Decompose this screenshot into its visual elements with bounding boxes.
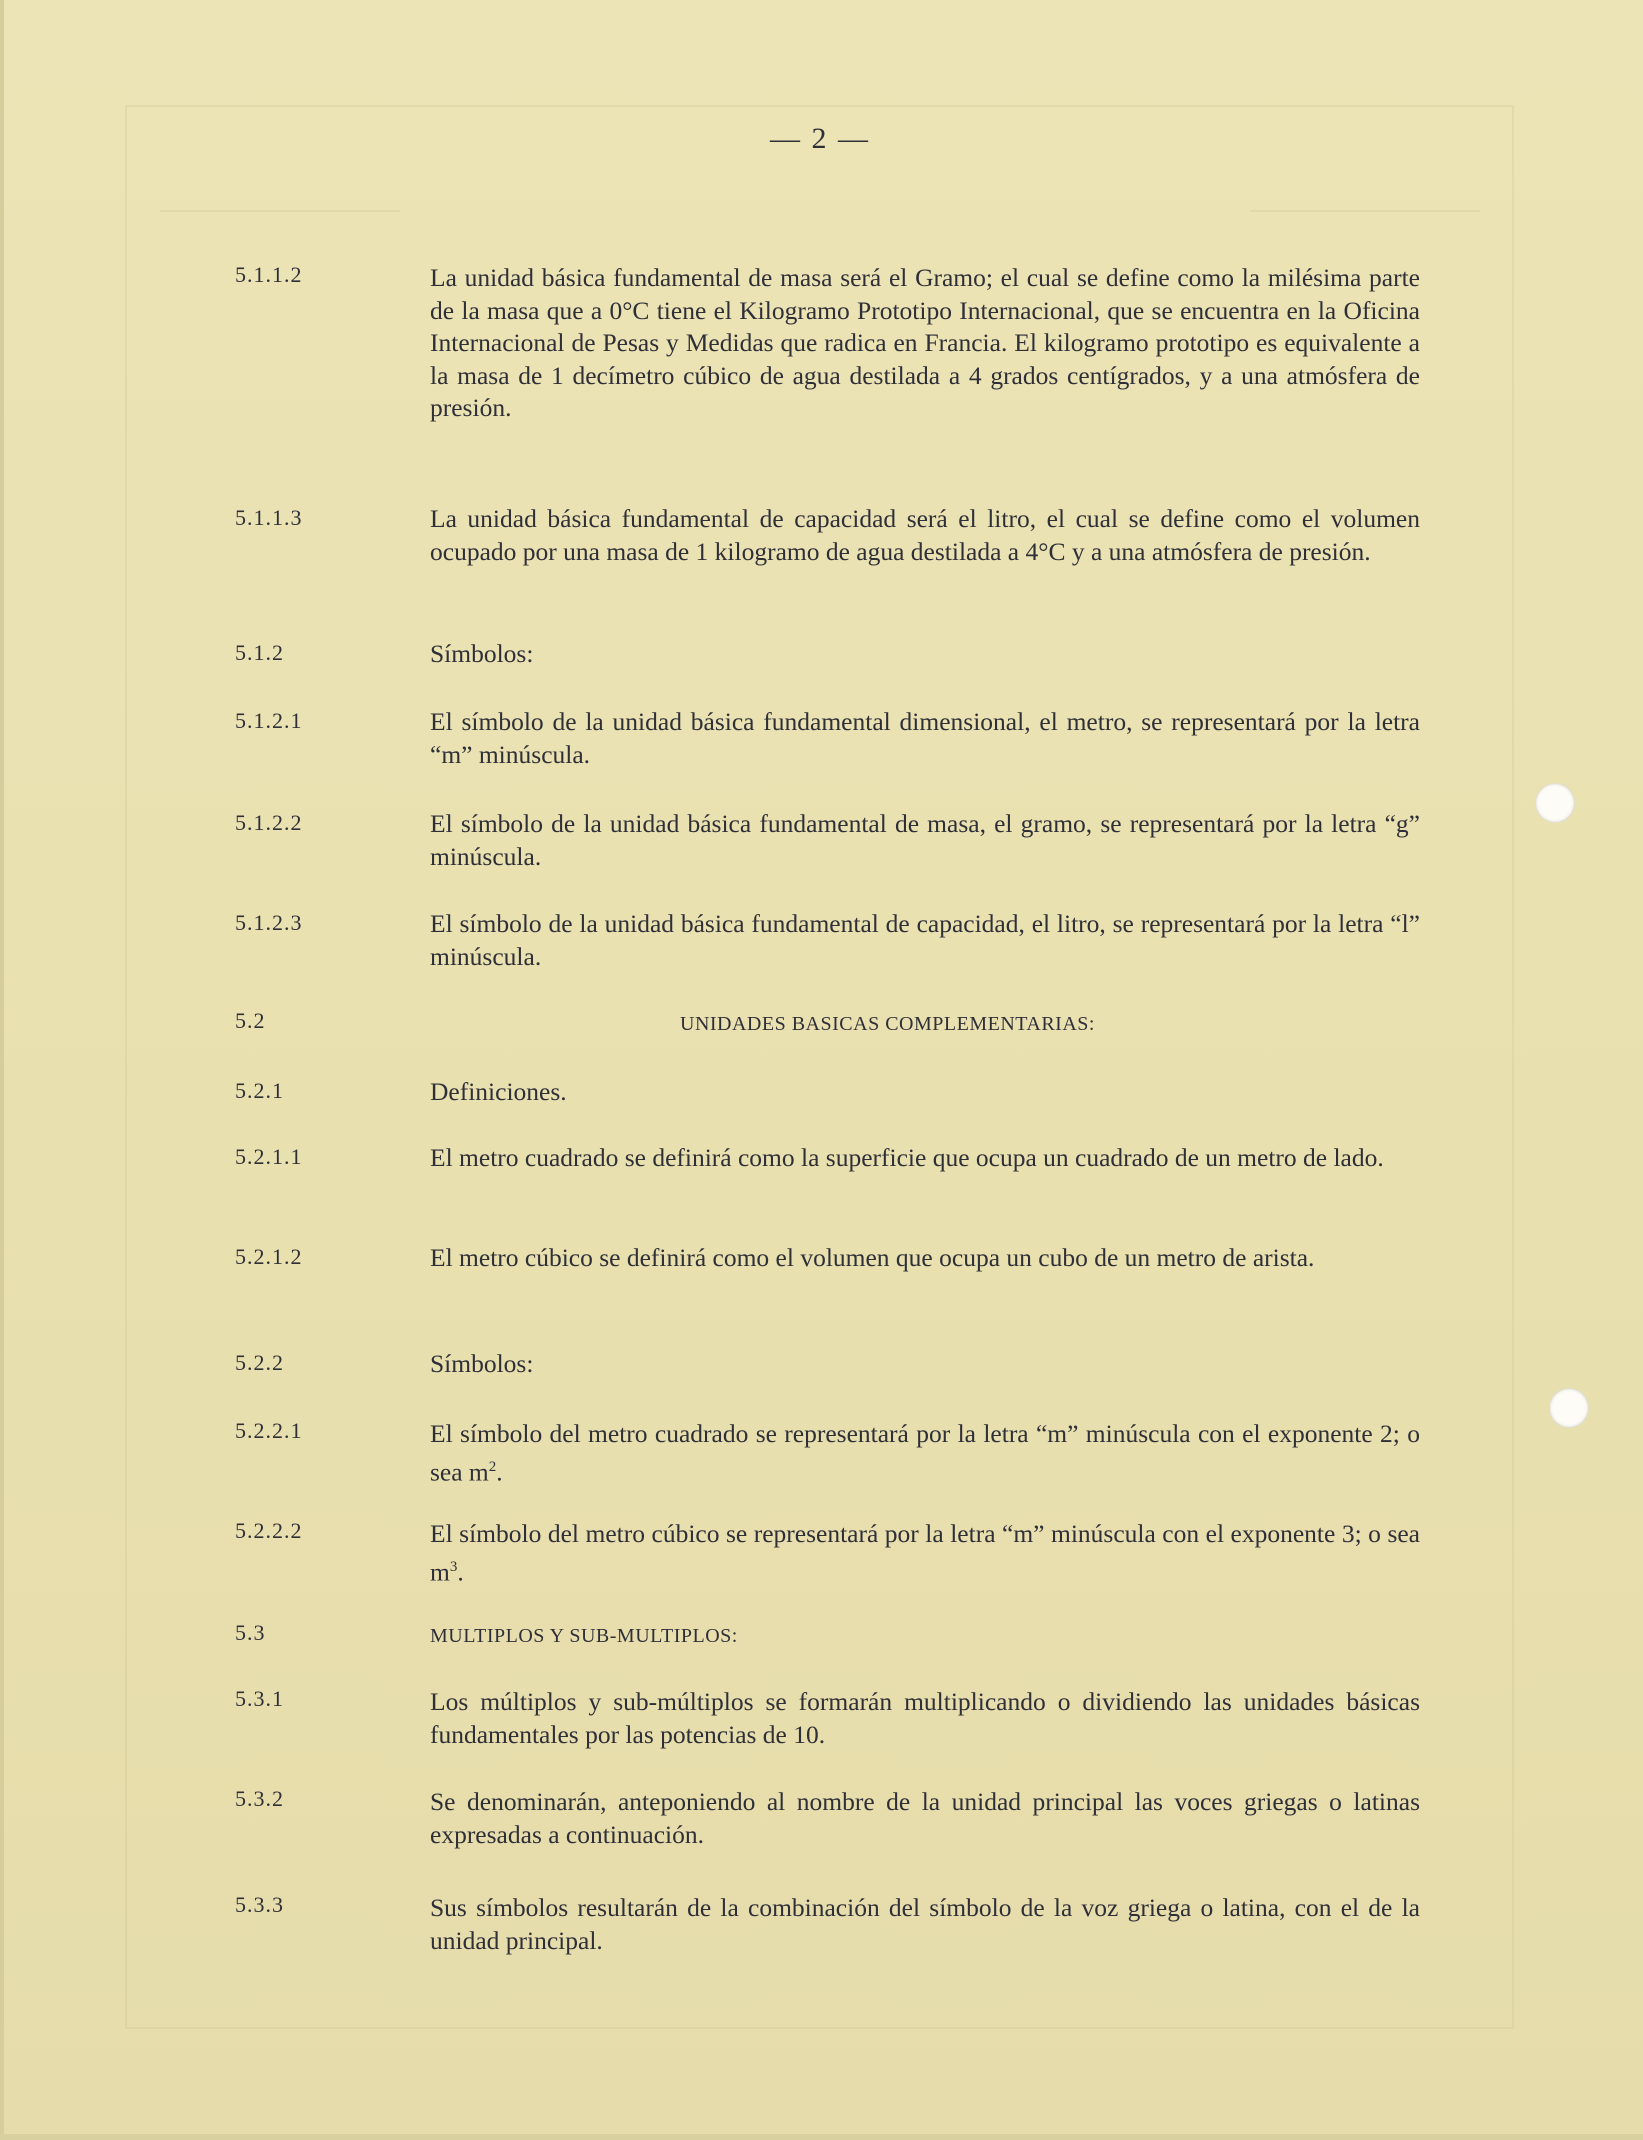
- section-paragraph: La unidad básica fundamental de masa será el Gramo; el cual se define como la milésima parte de la masa que a 0°C tiene el Kilogramo Prototipo Internacional, que se encuentra en la Oficina Internacional de Pesas y Medidas que radica en Francia. El kilogramo prototipo es equivalente a la masa de 1 decímetro cúbico de agua destilada a 4 grados centígrados, y a una atmósfera de presión.: [430, 263, 1420, 422]
- section-number: 5.2.2.2: [235, 1518, 303, 1543]
- page-edge-bottom: [0, 2134, 1643, 2140]
- section-paragraph: [430, 1418, 1420, 1489]
- bleed-through-mark-right: [1250, 140, 1480, 212]
- section-number: 5.2.1: [235, 1078, 284, 1103]
- section-number: 5.2.2.1: [235, 1418, 303, 1443]
- section-paragraph: Sus símbolos resultarán de la combinación del símbolo de la voz griega o latina, con el de la unidad principal.: [430, 1893, 1420, 1955]
- section-paragraph: [430, 1518, 1420, 1589]
- exponent: 3: [449, 1558, 458, 1575]
- paragraph-end: .: [496, 1457, 503, 1486]
- section-paragraph: Los múltiplos y sub-múltiplos se formarán multiplicando o dividiendo las unidades básicas fundamentales por las potencias de 10.: [430, 1687, 1420, 1749]
- section-paragraph: La unidad básica fundamental de capacidad será el litro, el cual se define como el volumen ocupado por una masa de 1 kilogramo de agua destilada a 4°C y a una atmósfera de presión.: [430, 504, 1420, 566]
- section-number: 5.2.2: [235, 1350, 284, 1375]
- punch-hole-top: [1535, 783, 1575, 823]
- section-number: 5.3.3: [235, 1892, 284, 1917]
- paragraph-text: El símbolo del metro cuadrado se representará por la letra “m” minúscula con el exponente 2; o sea m: [430, 1419, 1420, 1486]
- section-number: 5.2.1.1: [235, 1144, 303, 1169]
- page-number: — 2 —: [770, 122, 870, 155]
- section-number: 5.1.2.3: [235, 910, 303, 935]
- section-number: 5.3.2: [235, 1786, 284, 1811]
- section-paragraph: Se denominarán, anteponiendo al nombre de la unidad principal las voces griegas o latinas expresadas a continuación.: [430, 1787, 1420, 1849]
- section-paragraph: El símbolo de la unidad básica fundamental de capacidad, el litro, se representará por la letra “l” minúscula.: [430, 909, 1420, 971]
- section-heading: MULTIPLOS Y SUB-MULTIPLOS:: [430, 1625, 738, 1647]
- page-edge-left: [0, 0, 4, 2140]
- paragraph-end: .: [457, 1557, 464, 1586]
- section-paragraph: El metro cuadrado se definirá como la superficie que ocupa un cuadrado de un metro de lado.: [430, 1143, 1384, 1172]
- section-number: 5.1.2.2: [235, 810, 303, 835]
- paragraph-text: El símbolo del metro cúbico se representará por la letra “m” minúscula con el exponente 3; o sea m: [430, 1519, 1420, 1586]
- punch-hole-bottom: [1549, 1388, 1589, 1428]
- section-heading: UNIDADES BASICAS COMPLEMENTARIAS:: [680, 1013, 1095, 1035]
- section-number: 5.1.1.3: [235, 505, 303, 530]
- section-subheading: Símbolos:: [430, 639, 534, 668]
- section-paragraph: El símbolo de la unidad básica fundamental dimensional, el metro, se representará por la letra “m” minúscula.: [430, 707, 1420, 769]
- section-number: 5.1.1.2: [235, 262, 303, 287]
- section-number: 5.3: [235, 1620, 266, 1645]
- section-number: 5.2: [235, 1008, 266, 1033]
- section-subheading: Definiciones.: [430, 1077, 567, 1106]
- section-number: 5.1.2.1: [235, 708, 303, 733]
- section-number: 5.3.1: [235, 1686, 284, 1711]
- section-subheading: Símbolos:: [430, 1349, 534, 1378]
- section-paragraph: El metro cúbico se definirá como el volumen que ocupa un cubo de un metro de arista.: [430, 1243, 1315, 1272]
- section-paragraph: El símbolo de la unidad básica fundamental de masa, el gramo, se representará por la letra “g” minúscula.: [430, 809, 1420, 871]
- section-number: 5.1.2: [235, 640, 284, 665]
- bleed-through-mark-left: [160, 140, 400, 212]
- section-number: 5.2.1.2: [235, 1244, 303, 1269]
- exponent: 2: [488, 1458, 497, 1475]
